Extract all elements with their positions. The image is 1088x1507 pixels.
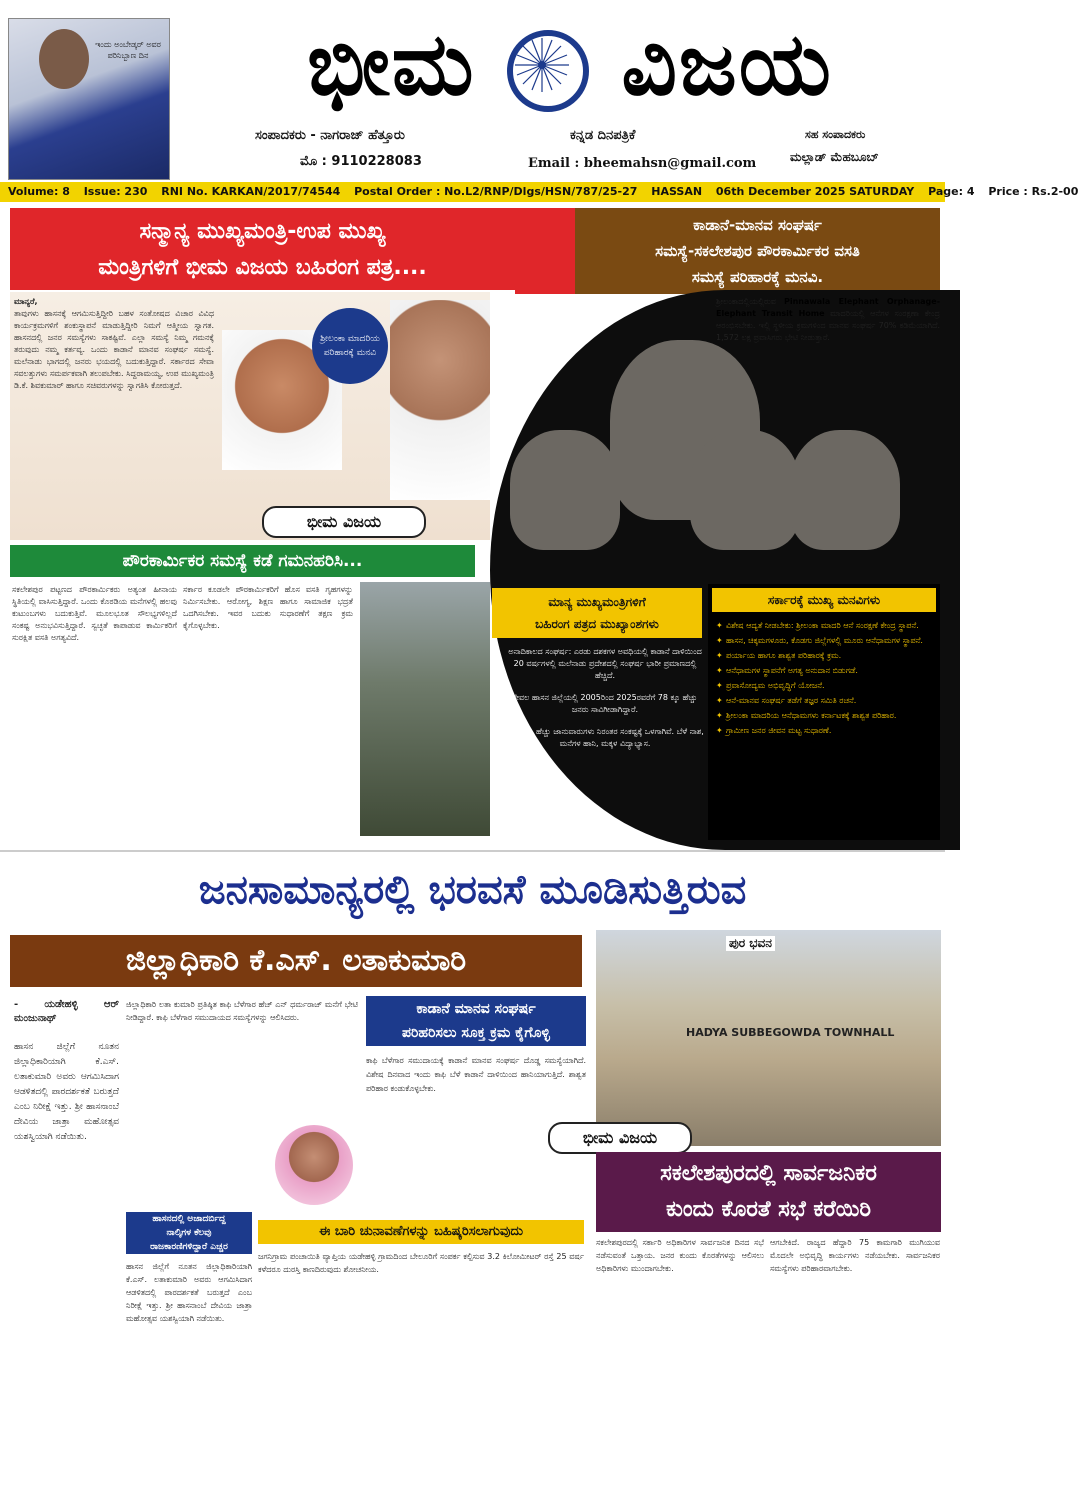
portrait-caption: ಇಂದು ಅಂಬೇಡ್ಕರ್ ಅವರ ಪರಿನಿಬ್ಬಾಣ ದಿನ (95, 40, 161, 60)
paper-type: ಕನ್ನಡ ದಿನಪತ್ರಿಕೆ (570, 128, 636, 143)
co-editor-label: ಸಹ ಸಂಪಾದಕರು (805, 128, 866, 141)
demand-item: ✦ ಗ್ರಾಮೀಣ ಜನರ ಜೀವನ ಮಟ್ಟ ಸುಧಾರಣೆ. (716, 725, 932, 736)
page-number: Page: 4 (928, 185, 975, 198)
rni: RNI No. KARKAN/2017/74544 (161, 185, 341, 198)
demand-item: ✦ ವಿಶೇಷ ಆದ್ಯತೆ ನೀಡಬೇಕು: ಶ್ರೀಲಂಕಾ ಮಾದರಿ ಆನೆ ಸಂರಕ್ಷಣೆ ಕೇಂದ್ರ ಸ್ಥಾಪನೆ. (716, 620, 932, 631)
story1-body (14, 296, 214, 536)
highlight-item-1: ಅನಾದಿಕಾಲದ ಸಂಘರ್ಷ: ಎರಡು ದಶಕಗಳ ಅವಧಿಯಲ್ಲಿ ಕಾಡಾನೆ ದಾಳಿಯಿಂದ 20 ವರ್ಷಗಳಲ್ಲಿ ಮಲೆನಾಡು ಪ್ರದೇಶದಲ್ಲಿ ಸಂಘರ್ಷ ಭಾರೀ ಪ್ರಮಾಣದಲ್ಲಿ ಹೆಚ್ಚಿದೆ. (508, 647, 702, 680)
warning-line1: ಹಾಸನದಲ್ಲಿ ಅಜಾದರ್ಬಿದ್ದ (152, 1214, 226, 1224)
story5-headline-line1: ಕಾಡಾನೆ ಮಾನವ ಸಂಘರ್ಷ (416, 1001, 536, 1017)
story4-headline: ಜನಸಾಮಾನ್ಯರಲ್ಲಿ ಭರವಸೆ ಮೂಡಿಸುತ್ತಿರುವ (198, 867, 747, 913)
volume: Volume: 8 (8, 185, 70, 198)
title-right: ವಿಜಯ (621, 15, 833, 115)
story1-headline-line1: ಸನ್ಮಾನ್ಯ ಮುಖ್ಯಮಂತ್ರಿ-ಉಪ ಮುಖ್ಯ (139, 219, 386, 244)
story1-salutation: ಮಾನ್ಯರೆ, (14, 297, 38, 306)
story4-body-col1: ಹಾಸನ ಜಿಲ್ಲೆಗೆ ನೂತನ ಜಿಲ್ಲಾಧಿಕಾರಿಯಾಗಿ ಕೆ.ಎಸ್. ಲತಾಕುಮಾರಿ ಅವರು ಆಗಮಿಸಿದಾಗ ಆಡಳಿತದಲ್ಲಿ ಪಾರದರ್ಶಕತೆ ಬರುತ್ತದೆ ಎಂಬ ನಿರೀಕ್ಷೆ ಇತ್ತು. ಶ್ರೀ ಹಾಸನಾಂಬೆ ದೇವಿಯ ಜಾತ್ರಾ ಮಹೋತ್ಸವ ಯಶಸ್ವಿಯಾಗಿ ನಡೆಯಿತು. (14, 1042, 119, 1142)
demand-item: ✦ ಶ್ರೀಲಂಕಾ ಮಾದರಿಯ ಆನೆಧಾಮಗಳು ಕರ್ನಾಟಕಕ್ಕೆ ಶಾಶ್ವತ ಪರಿಹಾರ. (716, 710, 932, 721)
place: HASSAN (651, 185, 703, 198)
story2-intro-prefix: ಶ್ರೀಲಂಕಾದಲ್ಲಿಯಲ್ಲಿರುವ (716, 297, 776, 306)
story6-headline: ಈ ಬಾರಿ ಚುನಾವಣೆಗಳನ್ನು ಬಹಿಷ್ಕರಿಸಲಾಗುವುದು (258, 1220, 584, 1244)
story1-headline-line2: ಮಂತ್ರಿಗಳಿಗೆ ಭೀಮ ವಿಜಯ ಬಹಿರಂಗ ಪತ್ರ.... (98, 255, 427, 280)
srilanka-model-badge (312, 308, 388, 384)
story5-body: ಕಾಫಿ ಬೆಳೆಗಾರ ಸಮುದಾಯಕ್ಕೆ ಕಾಡಾನೆ ಮಾನವ ಸಂಘರ್ಷ ದೊಡ್ಡ ಸಮಸ್ಯೆಯಾಗಿದೆ. ವಿಶೇಷ ದಿನವಾದ ಇಂದು ಕಾಫಿ ಬೆಳೆ ಕಾಡಾನೆ ದಾಳಿಯಿಂದ ಹಾನಿಯಾಗುತ್ತಿದೆ. ಶಾಶ್ವತ ಪರಿಹಾರ ಕಂಡುಕೊಳ್ಳಬೇಕು. (366, 1056, 586, 1093)
demands-title: ಸರ್ಕಾರಕ್ಕೆ ಮುಖ್ಯ ಮನವಿಗಳು (712, 588, 936, 612)
warning-line2: ನಾಲ್ಕಿಗಳ ಕೆಲವು (166, 1228, 212, 1238)
price: Price : Rs.2-00 (988, 185, 1079, 198)
townhall-photo (596, 930, 941, 1146)
highlights-list (505, 646, 705, 846)
banner-gap-filler (515, 208, 575, 294)
badge-text: ಶ್ರೀಲಂಕಾ ಮಾದರಿಯ ಪರಿಹಾರಕ್ಕೆ ಮನವಿ (320, 334, 380, 358)
co-editor-name: ಮಲ್ಲಾಡ್ ಮೆಹಬೂಬ್ (790, 150, 879, 164)
demands-panel (708, 584, 940, 840)
story2-headline-line1: ಕಾಡಾನೆ-ಮಾನವ ಸಂಘರ್ಷ (693, 216, 822, 234)
phone-line: ಮೊ : 9110228083 (300, 154, 422, 169)
townhall-label: HADYA SUBBEGOWDA TOWNHALL (686, 1026, 895, 1039)
editor-line: ಸಂಪಾದಕರು - ನಾಗರಾಜ್ ಹೆತ್ತೂರು (255, 128, 405, 143)
title-left: ಭೀಮ (307, 15, 476, 115)
bheema-vijaya-logo: ಭೀಮ ವಿಜಯ (262, 506, 426, 538)
story6-body: ಜಗನಿಗ್ರಾಮ ಪಂಚಾಯಿತಿ ವ್ಯಾಪ್ತಿಯ ಯಡೇಹಳ್ಳಿ ಗ್ರಾಮದಿಂದ ಬೇಲೂರಿಗೆ ಸಂಪರ್ಕ ಕಲ್ಪಿಸುವ 3.2 ಕಿಲೋಮೀಟರ್ ರಸ್ತೆ 25 ವರ್ಷ ಕಳೆದರೂ ದುರಸ್ತಿ ಕಾಣದಿರುವುದು ಶೋಚನೀಯ. (258, 1252, 584, 1274)
collector-photo (275, 1125, 353, 1205)
section-divider (0, 850, 945, 852)
portrait-face (39, 29, 89, 89)
story7-body-col1: ಸಕಲೇಶಪುರದಲ್ಲಿ ಸರ್ಕಾರಿ ಅಧಿಕಾರಿಗಳ ಸಾರ್ವಜನಿಕ ದಿನದ ಸಭೆ ನಡೆಸುವಂತೆ ಒತ್ತಾಯ. ಜನರ ಕುಂದು ಕೊರತೆಗಳನ್ನು ಆಲಿಸಲು ಅಧಿಕಾರಿಗಳು ಮುಂದಾಗಬೇಕು. (596, 1238, 764, 1273)
story2-headline (575, 208, 940, 294)
story3-headline: ಪೌರಕಾರ್ಮಿಕರ ಸಮಸ್ಯೆ ಕಡೆ ಗಮನಹರಿಸಿ... (10, 545, 475, 577)
story5-headline-line2: ಪರಿಹರಿಸಲು ಸೂಕ್ತ ಕ್ರಮ ಕೈಗೊಳ್ಳಿ (402, 1025, 550, 1041)
issue-info-bar (0, 182, 1079, 202)
deputy-cm-photo (390, 300, 490, 500)
story2-headline-line2: ಸಮಸ್ಯೆ-ಸಕಲೇಶಪುರ ಪೌರಕಾರ್ಮಿಕರ ವಸತಿ (655, 242, 860, 260)
highlight-item-3: 300 ಕ್ಕೂ ಹೆಚ್ಚು ಜಾನುವಾರುಗಳು ನಿರಂತರ ಸಂಕಷ್ಟಕ್ಕೆ ಒಳಗಾಗಿವೆ. ಬೆಳೆ ನಾಶ, ಮನೆಗಳ ಹಾನಿ, ಮಕ್ಕಳ ವಿದ್ಯಾಭ್ಯಾಸ. (506, 727, 704, 748)
calf-elephant-3 (790, 430, 900, 550)
highlights-line1: ಮಾನ್ಯ ಮುಖ್ಯಮಂತ್ರಿಗಳಿಗೆ (548, 595, 646, 609)
ambedkar-portrait (8, 18, 170, 180)
highlights-line2: ಬಹಿರಂಗ ಪತ್ರದ ಮುಖ್ಯಾಂಶಗಳು (535, 617, 659, 631)
story1-headline (10, 208, 515, 290)
story7-headline-line1: ಸಕಲೇಶಪುರದಲ್ಲಿ ಸಾರ್ವಜನಿಕರ (660, 1161, 877, 1186)
issue: Issue: 230 (83, 185, 148, 198)
ashoka-chakra-icon (507, 30, 589, 112)
newspaper-title (200, 10, 940, 120)
date: 06th December 2025 SATURDAY (715, 185, 915, 198)
story2-headline-line3: ಸಮಸ್ಯೆ ಪರಿಹಾರಕ್ಕೆ ಮನವಿ. (691, 268, 824, 286)
story2-intro (716, 296, 940, 416)
story7-body-col2: ಆಗಬೇಕಿದೆ. ರಾಜ್ಯದ ಹೆದ್ದಾರಿ 75 ಕಾಮಗಾರಿ ಮುಗಿಯುವ ಮೊದಲೇ ಅಭಿವೃದ್ಧಿ ಕಾರ್ಯಗಳು ನಡೆಯಬೇಕು. ಸಾರ್ವಜನಿಕರ ಸಮಸ್ಯೆಗಳು ಪರಿಹಾರವಾಗಬೇಕು. (770, 1238, 940, 1273)
demand-item: ✦ ಆನೆಧಾಮಗಳ ಸ್ಥಾಪನೆಗೆ ಅಗತ್ಯ ಅನುದಾನ ಬಿಡುಗಡೆ. (716, 665, 932, 676)
email-line: Email : bheemahsn@gmail.com (528, 156, 757, 171)
highlight-item-2: ಕೇವಲ ಹಾಸನ ಜಿಲ್ಲೆಯಲ್ಲಿ 2005ರಿಂದ 2025ರವರೆಗೆ 78 ಕ್ಕೂ ಹೆಚ್ಚು ಜನರು ಸಾವಿಗೀಡಾಗಿದ್ದಾರೆ. (512, 693, 698, 714)
story7-headline (596, 1152, 941, 1232)
story2-body: ಮಾದರಿಯಲ್ಲಿ ಆನೆಗಳ ಸಂರಕ್ಷಣಾ ಕೇಂದ್ರ ಆರಂಭಿಸಬೇಕು. ಇಲ್ಲಿ ಸ್ಥಳೀಯ ಕ್ರಮಗಳಿಂದ ಮಾನವ ಸಂಘರ್ಷ 70% ಕಡಿಮೆಯಾಗಿದೆ. 1,572 ಲಕ್ಷ ಪ್ರವಾಸಿಗರು ಭೇಟಿ ನೀಡುತ್ತಾರೆ. (716, 309, 941, 342)
postal-order: Postal Order : No.L2/RNP/Dlgs/HSN/787/25-27 (354, 185, 638, 198)
demand-item: ✦ ಹಾಸನ, ಚಿಕ್ಕಮಗಳೂರು, ಕೊಡಗು ಜಿಲ್ಲೆಗಳಲ್ಲಿ ಮೂರು ಆನೆಧಾಮಗಳ ಸ್ಥಾಪನೆ. (716, 635, 932, 646)
calf-elephant-1 (510, 430, 620, 550)
story4-byline: - ಯಡೇಹಳ್ಳಿ ಆರ್ ಮಂಜುನಾಥ್ (14, 999, 119, 1024)
bheema-vijaya-logo-2: ಭೀಮ ವಿಜಯ (548, 1122, 692, 1154)
demand-item: ✦ ಆನೆ-ಮಾನವ ಸಂಘರ್ಷ ತಡೆಗೆ ತಜ್ಞರ ಸಮಿತಿ ರಚನೆ. (716, 695, 932, 706)
story2-intro-highlight: Pinnawala Elephant Orphanage- Elephant Transit Home (716, 297, 941, 318)
colony-photo (360, 582, 490, 836)
demands-list (708, 620, 940, 736)
calf-elephant-2 (690, 430, 800, 550)
story4-subhead: ಜಿಲ್ಲಾಧಿಕಾರಿ ಕೆ.ಎಸ್. ಲತಾಕುಮಾರಿ (10, 935, 582, 987)
story5-headline (366, 996, 586, 1046)
demand-item: ✦ ಪರ್ಯಾಯ ಹಾಗೂ ಶಾಶ್ವತ ಪರಿಹಾರಕ್ಕೆ ಕ್ರಮ. (716, 650, 932, 661)
demand-item: ✦ ಪ್ರವಾಸೋದ್ಯಮ ಅಭಿವೃದ್ಧಿಗೆ ಯೋಜನೆ. (716, 680, 932, 691)
story7-headline-line2: ಕುಂದು ಕೊರತೆ ಸಭೆ ಕರೆಯಿರಿ (665, 1197, 872, 1222)
story3-body-col1: ಸಕಲೇಶಪುರ ಪಟ್ಟಣದ ಪೌರಕಾರ್ಮಿಕರು ಅತ್ಯಂತ ಹೀನಾಯ ಸ್ಥಿತಿಯಲ್ಲಿ ವಾಸಿಸುತ್ತಿದ್ದಾರೆ. ಒಂದು ಕೊಠಡಿಯ ಮನೆಗಳಲ್ಲಿ ಹಲವು ಕುಟುಂಬಗಳು ಬದುಕುತ್ತಿವೆ. ಮೂಲಭೂತ ಸೌಲಭ್ಯಗಳಿಲ್ಲದೆ ಸಂಕಷ್ಟ ಅನುಭವಿಸುತ್ತಿದ್ದಾರೆ. ಸ್ವಚ್ಛತೆ ಕಾಪಾಡುವ ಕಾರ್ಮಿಕರಿಗೆ ಸುರಕ್ಷಿತ ವಸತಿ ಅಗತ್ಯವಿದೆ. (12, 585, 177, 642)
warning-line3: ರಾಜಕಾರಣಿಗಳಿದ್ದಾರೆ ಎಚ್ಚರ (150, 1242, 228, 1252)
story3-body-col2: ಸರ್ಕಾರ ಕೂಡಲೇ ಪೌರಕಾರ್ಮಿಕರಿಗೆ ಹೊಸ ವಸತಿ ಗೃಹಗಳನ್ನು ನಿರ್ಮಿಸಬೇಕು. ಆರೋಗ್ಯ, ಶಿಕ್ಷಣ ಹಾಗೂ ಸಾಮಾಜಿಕ ಭದ್ರತೆ ಒದಗಿಸಬೇಕು. ಇವರ ಬದುಕು ಸುಧಾರಣೆಗೆ ತಕ್ಷಣ ಕ್ರಮ ಕೈಗೊಳ್ಳಬೇಕು. (183, 585, 353, 630)
story4-body-col3: ಹಾಸನ ಜಿಲ್ಲೆಗೆ ನೂತನ ಜಿಲ್ಲಾಧಿಕಾರಿಯಾಗಿ ಕೆ.ಎಸ್. ಲತಾಕುಮಾರಿ ಅವರು ಆಗಮಿಸಿದಾಗ ಆಡಳಿತದಲ್ಲಿ ಪಾರದರ್ಶಕತೆ ಬರುತ್ತದೆ ಎಂಬ ನಿರೀಕ್ಷೆ ಇತ್ತು. ಶ್ರೀ ಹಾಸನಾಂಬೆ ದೇವಿಯ ಜಾತ್ರಾ ಮಹೋತ್ಸವ ಯಶಸ್ವಿಯಾಗಿ ನಡೆಯಿತು. (126, 1262, 252, 1323)
open-letter-highlights-box (492, 588, 702, 638)
story1-text: ತಾವುಗಳು ಹಾಸನಕ್ಕೆ ಆಗಮಿಸುತ್ತಿದ್ದೀರಿ ಬಹಳ ಸಂತೋಷದ ವಿಚಾರ ವಿವಿಧ ಕಾರ್ಯಕ್ರಮಗಳಿಗೆ ಶಂಕುಸ್ಥಾಪನೆ ಮಾಡುತ್ತಿದ್ದೀರಿ ನಿಮಗೆ ಆತ್ಮೀಯ ಸ್ವಾಗತ. ಹಾಸನದಲ್ಲಿ ಜನರ ಸಮಸ್ಯೆಗಳು ಸಾಕಷ್ಟಿವೆ. ಎಲ್ಲಾ ಸಮಸ್ಯೆ ನಿಮ್ಮ ಗಮನಕ್ಕೆ ತರುವುದು ನಮ್ಮ ಕರ್ತವ್ಯ. ಒಂದು ಕಾಡಾನೆ ಮಾನವ ಸಂಘರ್ಷ ಸಮಸ್ಯೆ. ಮಲೆನಾಡು ಭಾಗದಲ್ಲಿ ಜನರು ಭಯದಲ್ಲಿ ಬದುಕುತ್ತಿದ್ದಾರೆ. ಸರ್ಕಾರದ ಸೇವಾ ಸವಲತ್ತುಗಳು ಸಮರ್ಪಕವಾಗಿ ತಲುಪಬೇಕು. ಸಿದ್ದರಾಮಯ್ಯ, ಉಪ ಮುಖ್ಯಮಂತ್ರಿ ಡಿ.ಕೆ. ಶಿವಕುಮಾರ್ ಹಾಗೂ ಸಚಿವರುಗಳನ್ನು ಸ್ವಾಗತಿಸಿ ಕೋರುತ್ತದೆ. (14, 309, 214, 390)
townhall-sign: ಪುರ ಭವನ (726, 936, 775, 951)
politicians-warning-box (126, 1212, 252, 1254)
story4-body-col2: ಜಿಲ್ಲಾಧಿಕಾರಿ ಲತಾ ಕುಮಾರಿ ಪ್ರತಿಷ್ಠಿತ ಕಾಫಿ ಬೆಳೆಗಾರ ಹೆಚ್ ಎನ್ ಧರ್ಮರಾಜ್ ಮನೆಗೆ ಭೇಟಿ ನೀಡಿದ್ದಾರೆ. ಕಾಫಿ ಬೆಳೆಗಾರ ಸಮುದಾಯದ ಸಮಸ್ಯೆಗಳನ್ನು ಆಲಿಸಿದರು. (126, 1000, 358, 1022)
